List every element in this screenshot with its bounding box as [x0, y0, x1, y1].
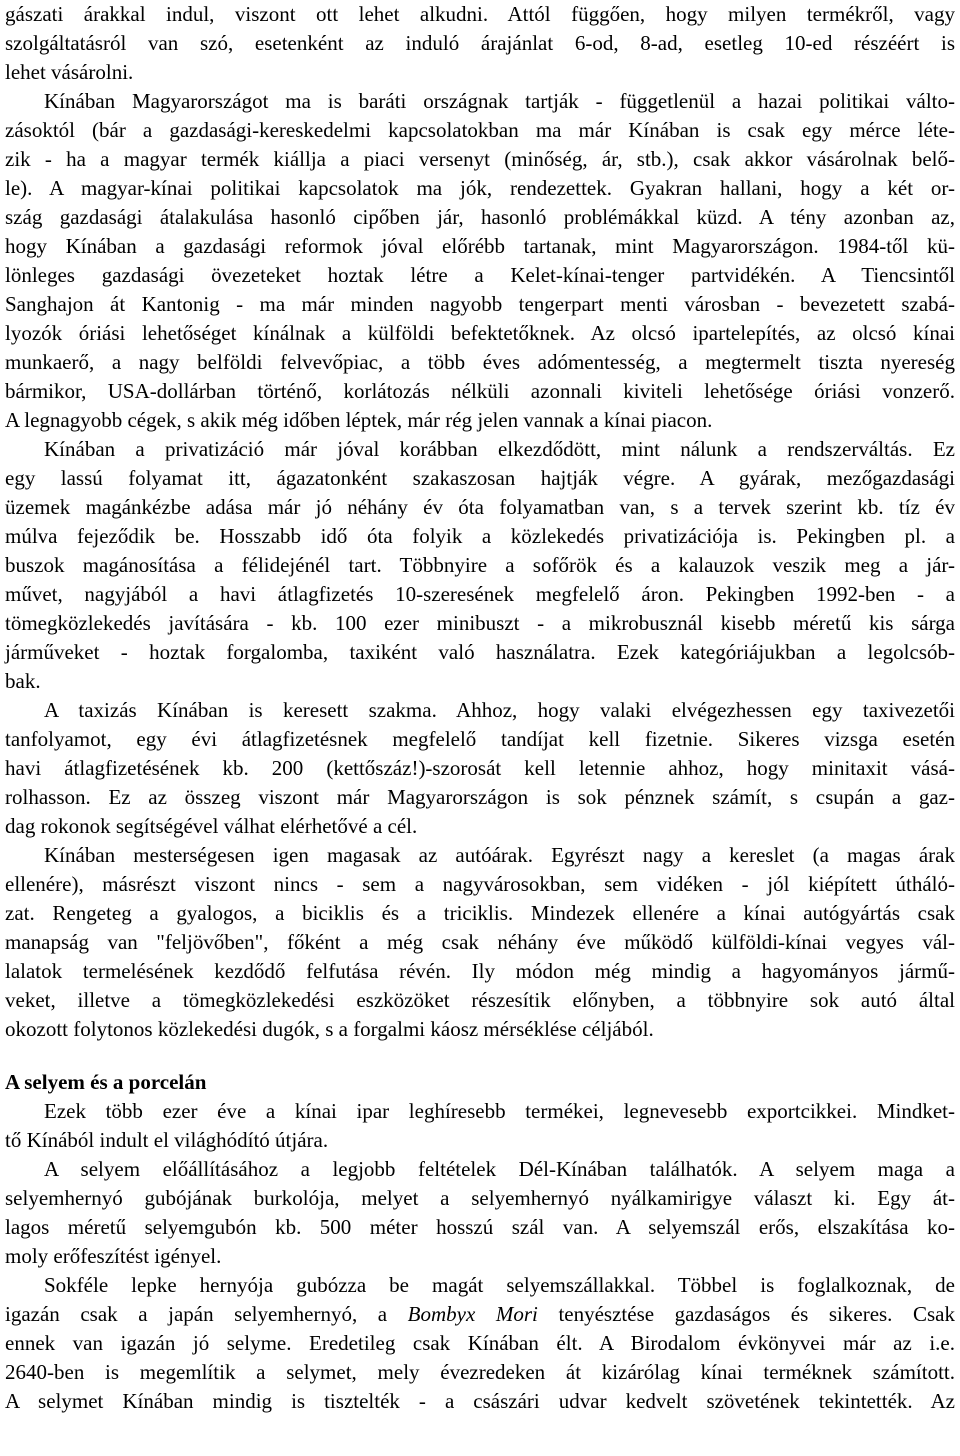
text-line: okozott folytonos közlekedési dugók, s a forgalmi káosz mérséklése céljából.	[5, 1017, 654, 1041]
text-line: selyemhernyó gubójának burkolója, melyet a selyemhernyó nyálkamirigye választ ki. Egy át-	[5, 1186, 955, 1210]
text-line: Sokféle lepke hernyója gubózza be magát selyemszállakkal. Többel is foglalkoznak, de	[44, 1273, 955, 1297]
text-line: művet, nagyjából a havi átlagfizetés 10-szeresének megfelelő áron. Pekingben 1992-ben - a	[5, 582, 955, 606]
text-line: A selymet Kínában mindig is tisztelték - a császári udvar kedvelt szövetének tekintették. Az	[5, 1389, 955, 1413]
text-line: ennek van igazán jó selyme. Eredetileg csak Kínában élt. A Birodalom évkönyvei már az i.e.	[5, 1331, 955, 1355]
text-line: tömegközlekedés javítására - kb. 100 ezer minibuszt - a mikrobusznál kisebb méretű kis sárga	[5, 611, 955, 635]
text-line: szág gazdasági átalakulása hasonló cipőben jár, hasonló problémákkal küzd. A tény azonban az,	[5, 205, 955, 229]
text-line: zat. Rengeteg a gyalogos, a biciklis és a triciklis. Mindezek ellenére a kínai autógyártás csak	[5, 901, 955, 925]
text-segment: tenyésztése gazdaságos és sikeres. Csak	[537, 1302, 955, 1326]
text-line: ellenére), másrészt viszont nincs - sem a nagyvárosokban, sem vidéken - jól kiépített úthálό-	[5, 872, 955, 896]
text-line: egy lassú folyamat itt, ágazatonként szakaszosan hajtják végre. A gyárak, mezőgazdasági	[5, 466, 955, 490]
text-line: járműveket - hoztak forgalomba, taxiként való használatra. Ezek kategóriájukban a legolcsób-	[5, 640, 955, 664]
text-line: múlva fejeződik be. Hosszabb idő óta folyik a közlekedés privatizációja is. Pekingben pl. a	[5, 524, 955, 548]
text-line: manapság van "feljövőben", főként a még csak néhány éve működő külföldi-kínai vegyes vál-	[5, 930, 955, 954]
text-line: le). A magyar-kínai politikai kapcsolatok ma jók, rendezettek. Gyakran hallani, hogy a két or-	[5, 176, 955, 200]
text-line: munkaerő, a nagy belföldi felvevőpiac, a több éves adómentesség, a megtermelt tiszta nyereség	[5, 350, 955, 374]
text-line: havi átlagfizetésének kb. 200 (kettőszáz!)-szorosát kell letennie ahhoz, hogy minitaxit vásá-	[5, 756, 955, 780]
text-line: lönleges gazdasági övezeteket hoztak létre a Kelet-kínai-tenger partvidékén. A Tiencsintől	[5, 263, 955, 287]
text-line: buszok magánosítása a félidejénél tart. Többnyire a sofőrök és a kalauzok veszik meg a jár-	[5, 553, 955, 577]
text-line: zik - ha a magyar termék kiállja a piaci versenyt (minőség, ár, stb.), csak akkor vásárolnak belő-	[5, 147, 955, 171]
text-line: A taxizás Kínában is keresett szakma. Ahhoz, hogy valaki elvégezhessen egy taxivezetői	[44, 698, 955, 722]
text-line: gászati árakkal indul, viszont ott lehet alkudni. Attól függően, hogy milyen termékről, vagy	[5, 2, 955, 26]
text-line: Kínában a privatizáció már jóval korábban elkezdődött, mint nálunk a rendszerváltás. Ez	[44, 437, 955, 461]
text-line: Kínában Magyarországot ma is baráti országnak tartják - függetlenül a hazai politikai válto-	[44, 89, 955, 113]
species-name: Bombyx Mori	[407, 1302, 538, 1326]
text-line: lalatok termelésének kezdődő felfutása révén. Ily módon még mindig a hagyományos jármű-	[5, 959, 955, 983]
text-line: bak.	[5, 669, 41, 693]
text-line: veket, illetve a tömegközlekedési eszközöket részesítik előnyben, a többnyire sok autó által	[5, 988, 955, 1012]
text-line: Kínában mesterségesen igen magasak az autóárak. Egyrészt nagy a kereslet (a magas árak	[44, 843, 955, 867]
text-line: tanfolyamot, egy évi átlagfizetésnek megfelelő tandíjat kell fizetnie. Sikeres vizsga esetén	[5, 727, 955, 751]
text-line: szolgáltatásról van szó, esetenként az induló árajánlat 6-od, 8-ad, esetleg 10-ed részéért is	[5, 31, 955, 55]
text-line: bármikor, USA-dollárban történő, korlátozás nélküli azonnali kiviteli lehetősége óriási vonzerő.	[5, 379, 955, 403]
text-line-with-italic	[5, 1300, 955, 1329]
text-segment: igazán csak a japán selyemhernyó, a	[5, 1302, 408, 1326]
text-line: dag rokonok segítségével válhat elérhetővé a cél.	[5, 814, 418, 838]
text-line: A legnagyobb cégek, s akik még időben léptek, már rég jelen vannak a kínai piacon.	[5, 408, 713, 432]
text-line: zásoktól (bár a gazdasági-kereskedelmi kapcsolatokban ma már Kínában is csak egy mérce léte-	[5, 118, 955, 142]
text-line: hogy Kínában a gazdasági reformok jóval előrébb tartanak, mint Magyarországon. 1984-től kü-	[5, 234, 955, 258]
text-line: üzemek magánkézbe adása már jó néhány év óta folyamatban van, s a tervek szerint kb. tíz év	[5, 495, 955, 519]
text-line: A selyem előállításához a legjobb feltételek Dél-Kínában találhatók. A selyem maga a	[44, 1157, 955, 1181]
text-line: lyozók óriási lehetőséget kínálnak a külföldi befektetőknek. Az olcsó ipartelepítés, az olcsó kínai	[5, 321, 955, 345]
text-line: 2640-ben is megemlítik a selymet, mely évezredeken át kizárólag kínai terméknek számított.	[5, 1360, 955, 1384]
text-line: Sanghajon át Kantonig - ma már minden nagyobb tengerpart menti városban - bevezetett szabá-	[5, 292, 955, 316]
text-line: lehet vásárolni.	[5, 60, 134, 84]
section-heading: A selyem és a porcelán	[5, 1070, 207, 1094]
text-line: moly erőfeszítést igényel.	[5, 1244, 222, 1268]
text-line: tő Kínából indult el világhódító útjára.	[5, 1128, 329, 1152]
text-line: lagos méretű selyemgubón kb. 500 méter hosszú szál van. A selyemszál erős, elszakítása ko-	[5, 1215, 955, 1239]
text-line: rolhasson. Ez az összeg viszont már Magyarországon is sok pénznek számít, s csupán a gaz-	[5, 785, 955, 809]
text-line: Ezek több ezer éve a kínai ipar leghíresebb termékei, legnevesebb exportcikkei. Mindket-	[44, 1099, 955, 1123]
